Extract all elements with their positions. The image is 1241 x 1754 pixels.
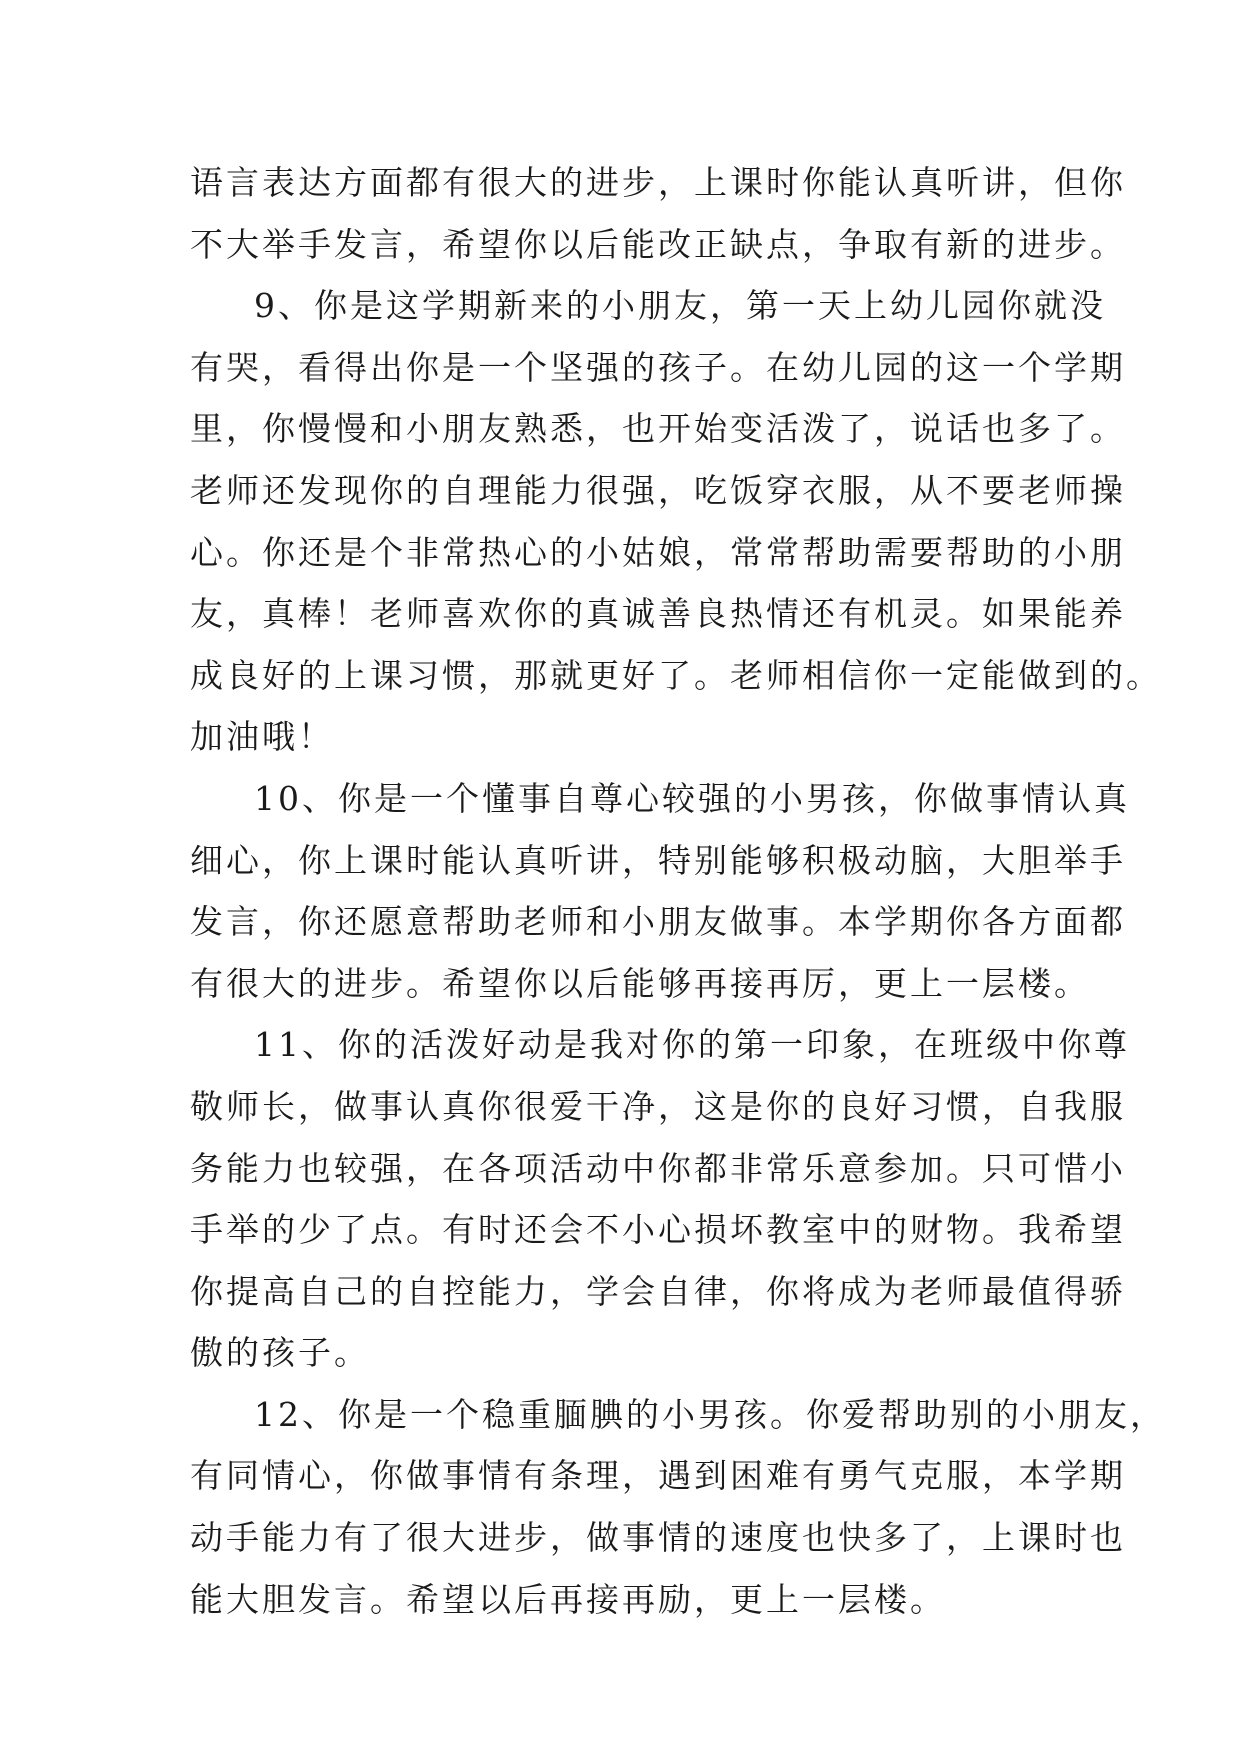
text-line: 你提高自己的自控能力，学会自律，你将成为老师最值得骄 (190, 1271, 1126, 1311)
text-line: 成良好的上课习惯，那就更好了。老师相信你一定能做到的。 (190, 655, 1162, 695)
text-line: 加油哦！ (190, 717, 334, 757)
paragraph-start-11: 11、你的活泼好动是我对你的第一印象，在班级中你尊 (254, 1025, 1130, 1065)
text-line: 老师还发现你的自理能力很强，吃饭穿衣服，从不要老师操 (190, 470, 1126, 510)
text-line: 傲的孩子。 (190, 1333, 370, 1373)
body-text (190, 152, 1166, 1630)
text-line: 能大胆发言。希望以后再接再励，更上一层楼。 (190, 1579, 946, 1619)
text-line: 动手能力有了很大进步，做事情的速度也快多了，上课时也 (190, 1518, 1126, 1558)
text-line: 有很大的进步。希望你以后能够再接再厉，更上一层楼。 (190, 963, 1090, 1003)
text-line: 心。你还是个非常热心的小姑娘，常常帮助需要帮助的小朋 (190, 532, 1126, 572)
text-line: 务能力也较强，在各项活动中你都非常乐意参加。只可惜小 (190, 1148, 1126, 1188)
text-line: 发言，你还愿意帮助老师和小朋友做事。本学期你各方面都 (190, 902, 1126, 942)
text-line: 敬师长，做事认真你很爱干净，这是你的良好习惯，自我服 (190, 1086, 1126, 1126)
text-line: 里，你慢慢和小朋友熟悉，也开始变活泼了，说话也多了。 (190, 409, 1126, 449)
text-line: 友，真棒！老师喜欢你的真诚善良热情还有机灵。如果能养 (190, 594, 1126, 634)
text-line: 有哭，看得出你是一个坚强的孩子。在幼儿园的这一个学期 (190, 347, 1126, 387)
text-line: 不大举手发言，希望你以后能改正缺点，争取有新的进步。 (190, 224, 1126, 264)
paragraph-start-10: 10、你是一个懂事自尊心较强的小男孩，你做事情认真 (254, 778, 1130, 818)
text-line: 手举的少了点。有时还会不小心损坏教室中的财物。我希望 (190, 1210, 1126, 1250)
text-line: 细心，你上课时能认真听讲，特别能够积极动脑，大胆举手 (190, 840, 1126, 880)
text-line: 有同情心，你做事情有条理，遇到困难有勇气克服，本学期 (190, 1456, 1126, 1496)
text-line: 语言表达方面都有很大的进步，上课时你能认真听讲，但你 (190, 163, 1126, 202)
paragraph-start-12: 12、你是一个稳重腼腆的小男孩。你爱帮助别的小朋友， (254, 1394, 1166, 1434)
paragraph-start-9: 9、你是这学期新来的小朋友，第一天上幼儿园你就没 (254, 286, 1106, 326)
